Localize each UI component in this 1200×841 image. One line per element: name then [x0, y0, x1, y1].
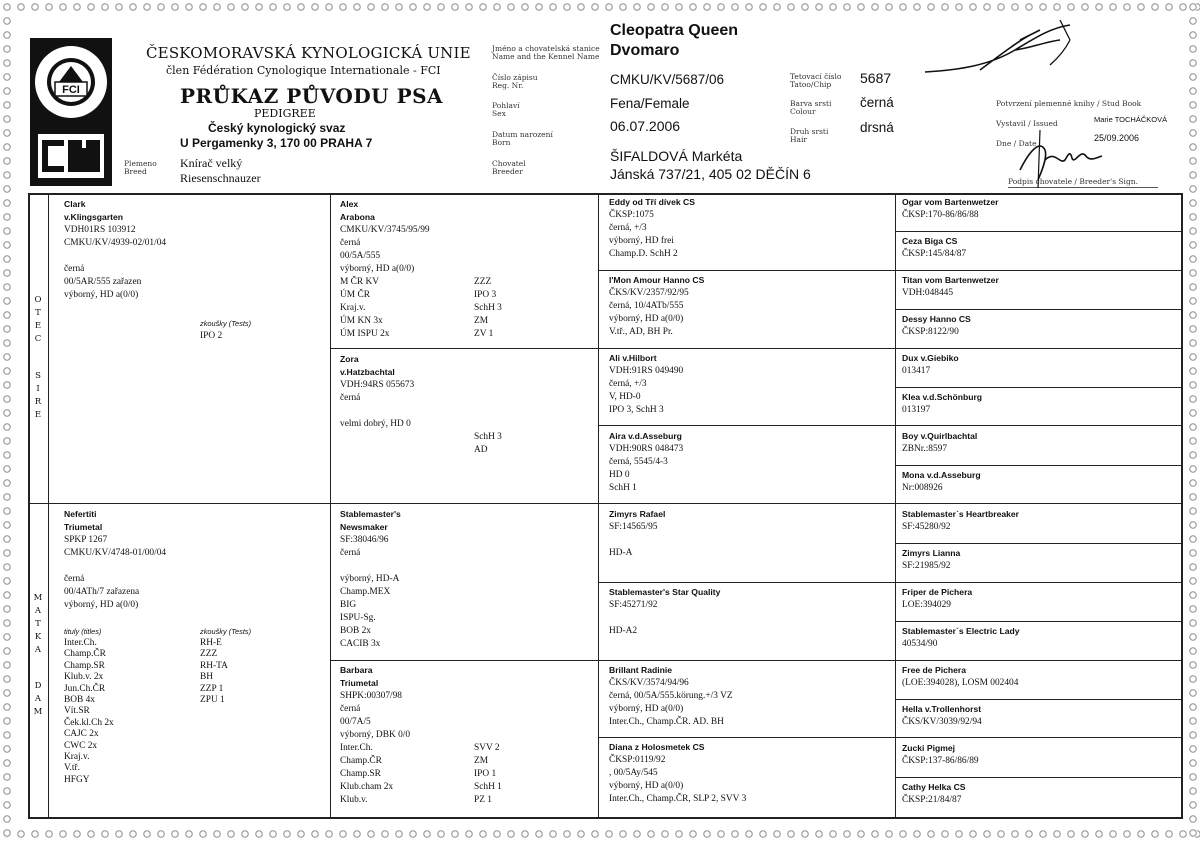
- studbook-title: Potvrzení plemenné knihy / Stud Book: [996, 99, 1142, 108]
- sire-gen3-1: Eddy od Tří dívek CS ČKSP:1075 černá, +/3 výborný, HD frei Champ.D. SchH 2: [609, 197, 695, 259]
- signature-top-icon: [920, 10, 1080, 100]
- logo-block: [30, 38, 112, 186]
- dam-gen4-4: Stablemaster`s Electric Lady 40534/90: [902, 626, 1020, 649]
- dam-gen4-6: Hella v.Trollenhorst ČKS/KV/3039/92/94: [902, 704, 982, 727]
- breed-value-cz: Knírač velký: [180, 156, 243, 170]
- dam-gen3-3: Brillant Radinie ČKS/KV/3574/94/96 černá, 00/5A/555.körung.+/3 VZ výborný, HD a(0/0) Inter.Ch., Champ.ČR. AD. BH: [609, 665, 733, 727]
- club-address: U Pergamenky 3, 170 00 PRAHA 7: [180, 136, 373, 150]
- dam-gen1: Nefertiti Triumetal SPKP 1267 CMKU/KV/4748-01/00/04 černá 00/4ATh/7 zařazena výborný, HD a(0/0) tituly (titles) Inter.Ch. Champ.ČR Champ.SR Klub.v. 2x Jun.Ch.ČR BOB 4x Vít.SR Ček.kl.Ch 2x CAJC 2x CWC 2x Kraj.v. V.tř. HFGY: [64, 509, 167, 785]
- colour-label: Barva srsti Colour: [790, 99, 832, 116]
- sex-value: Fena/Female: [610, 96, 690, 111]
- tattoo-value: 5687: [860, 70, 892, 86]
- sex-label: Pohlaví Sex: [492, 101, 520, 118]
- sire-gen3-4: Aira v.d.Asseburg VDH:90RS 048473 černá, 5545/4-3 HD 0 SchH 1: [609, 431, 684, 493]
- dam-gen2-dam-tests: SVV 2 ZM IPO 1 SchH 1 PZ 1: [474, 743, 502, 805]
- decorative-border-bottom: [0, 827, 1200, 841]
- breeder-name: ŠIFALDOVÁ Markéta: [610, 148, 743, 164]
- sire-gen2-sire: Alex Arabona CMKU/KV/3745/95/99 černá 00/5A/555 výborný, HD a(0/0) M ČR KV ÚM ČR Kraj.v. ÚM KN 3x ÚM ISPU 2x: [340, 199, 430, 339]
- breeder-label: Chovatel Breeder: [492, 159, 526, 176]
- sire-gen4-5: Dux v.Giebiko 013417: [902, 353, 959, 376]
- dam-gen2-sire: Stablemaster's Newsmaker SF:38046/96 černá výborný, HD-A Champ.MEX BIG ISPU-Sg. BOB 2x CACIB 3x: [340, 509, 401, 649]
- issued-label: Vystavil / Issued: [996, 119, 1058, 128]
- sire-label-cz: O T E C: [34, 295, 42, 344]
- date-label: Dne / Date: [996, 139, 1037, 148]
- born-label: Datum narození Born: [492, 130, 553, 147]
- sire-gen4-1: Ogar vom Bartenwetzer ČKSP:170-86/86/88: [902, 197, 999, 220]
- dog-name-line1: Cleopatra Queen: [610, 22, 739, 39]
- dam-gen3-1: Zimyrs Rafael SF:14565/95 HD-A: [609, 509, 666, 558]
- dam-gen1-tests: zkoušky (Tests) RH-E ZZZ RH-TA BH ZZP 1 ZPU 1: [200, 627, 252, 706]
- dam-label-en: D A M: [33, 681, 43, 717]
- document-subtitle: PEDIGREE: [254, 107, 316, 120]
- hair-value: drsná: [860, 120, 894, 135]
- svg-text:FCI: FCI: [62, 84, 80, 96]
- breeder-sign-label: Podpis chovatele / Breeder's Sign.: [1008, 177, 1138, 186]
- breeder-address: Jánská 737/21, 405 02 DĚČÍN 6: [610, 166, 811, 182]
- sire-gen4-3: Titan vom Bartenwetzer VDH:048445: [902, 275, 999, 298]
- org-subtitle: člen Fédération Cynologique Internationale - FCI: [166, 64, 441, 77]
- sire-gen4-4: Dessy Hanno CS ČKSP:8122/90: [902, 314, 971, 337]
- cmku-logo-icon: [30, 126, 112, 186]
- born-value: 06.07.2006: [610, 118, 681, 134]
- signature-bottom-icon: [1010, 130, 1110, 190]
- colour-value: černá: [860, 95, 894, 110]
- sire-gen2-dam: Zora v.Hatzbachtal VDH:94RS 055673 černá velmi dobrý, HD 0: [340, 354, 415, 429]
- dam-gen3-4: Diana z Holosmetek CS ČKSP:0119/92 , 00/5Ay/545 výborný, HD a(0/0) Inter.Ch., Champ.ČR, SLP 2, SVV 3: [609, 742, 747, 804]
- reg-value: CMKU/KV/5687/06: [610, 72, 725, 87]
- dam-gen4-8: Cathy Helka CS ČKSP:21/84/87: [902, 782, 966, 805]
- hair-label: Druh srsti Hair: [790, 127, 829, 144]
- sire-gen4-7: Boy v.Quirlbachtal ZBNr.:8597: [902, 431, 978, 454]
- dam-gen2-dam: Barbara Triumetal SHPK:00307/98 černá 00/7A/5 výborný, DBK 0/0 Inter.Ch. Champ.ČR Champ.SR Klub.cham 2x Klub.v.: [340, 665, 411, 805]
- name-label: Jméno a chovatelská stanice Name and the Kennel Name: [492, 44, 600, 61]
- dam-gen4-5: Free de Pichera (LOE:394028), LOSM 002404: [902, 665, 1019, 688]
- sire-gen4-2: Ceza Biga CS ČKSP:145/84/87: [902, 236, 967, 259]
- breed-value-en: Riesenschnauzer: [180, 171, 261, 185]
- sire-gen2-dam-tests: SchH 3 AD: [474, 432, 502, 455]
- org-name: ČESKOMORAVSKÁ KYNOLOGICKÁ UNIE: [146, 44, 471, 62]
- sire-gen2-sire-tests: ZZZ IPO 3 SchH 3 ZM ZV 1: [474, 277, 502, 339]
- dam-gen3-2: Stablemaster's Star Quality SF:45271/92 HD-A2: [609, 587, 721, 636]
- issued-by: Marie TOCHÁČKOVÁ: [1094, 115, 1168, 124]
- dam-gen4-7: Zucki Pigmej ČKSP:137-86/86/89: [902, 743, 979, 766]
- sire-gen1-tests: zkoušky (Tests) IPO 2: [200, 319, 252, 341]
- issued-date: 25/09.2006: [1094, 133, 1140, 143]
- dam-gen4-2: Zimyrs Lianna SF:21985/92: [902, 548, 961, 571]
- decorative-border-left: [0, 0, 14, 841]
- document-title: PRŮKAZ PŮVODU PSA: [180, 84, 444, 108]
- dam-gen4-3: Friper de Pichera LOE:394029: [902, 587, 973, 610]
- reg-label: Číslo zápisu Reg. Nr.: [492, 73, 538, 90]
- tattoo-label: Tetovací číslo Tatoo/Chip: [790, 72, 842, 89]
- fci-logo-icon: [30, 38, 112, 126]
- sire-gen3-3: Ali v.Hilbort VDH:91RS 049490 černá, +/3 V, HD-0 IPO 3, SchH 3: [609, 353, 684, 415]
- sire-gen1: Clark v.Klingsgarten VDH01RS 103912 CMKU/KV/4939-02/01/04 černá 00/5AR/555 zařazen výborný, HD a(0/0): [64, 199, 167, 300]
- dam-label-cz: M A T K A: [33, 593, 43, 655]
- sire-label-en: S I R E: [34, 371, 42, 420]
- breed-label: Plemeno Breed: [124, 159, 157, 176]
- dog-name-line2: Dvomaro: [610, 42, 680, 59]
- sire-gen4-6: Klea v.d.Schönburg 013197: [902, 392, 983, 415]
- sire-gen4-8: Mona v.d.Asseburg Nr:008926: [902, 470, 981, 493]
- decorative-border-right: [1186, 0, 1200, 841]
- club-name: Český kynologický svaz: [208, 121, 346, 135]
- sire-gen3-2: I'Mon Amour Hanno CS ČKS/KV/2357/92/95 černá, 10/4ATb/555 výborný, HD a(0/0) V.tř., AD, BH Pr.: [609, 275, 705, 337]
- dam-gen4-1: Stablemaster`s Heartbreaker SF:45280/92: [902, 509, 1020, 532]
